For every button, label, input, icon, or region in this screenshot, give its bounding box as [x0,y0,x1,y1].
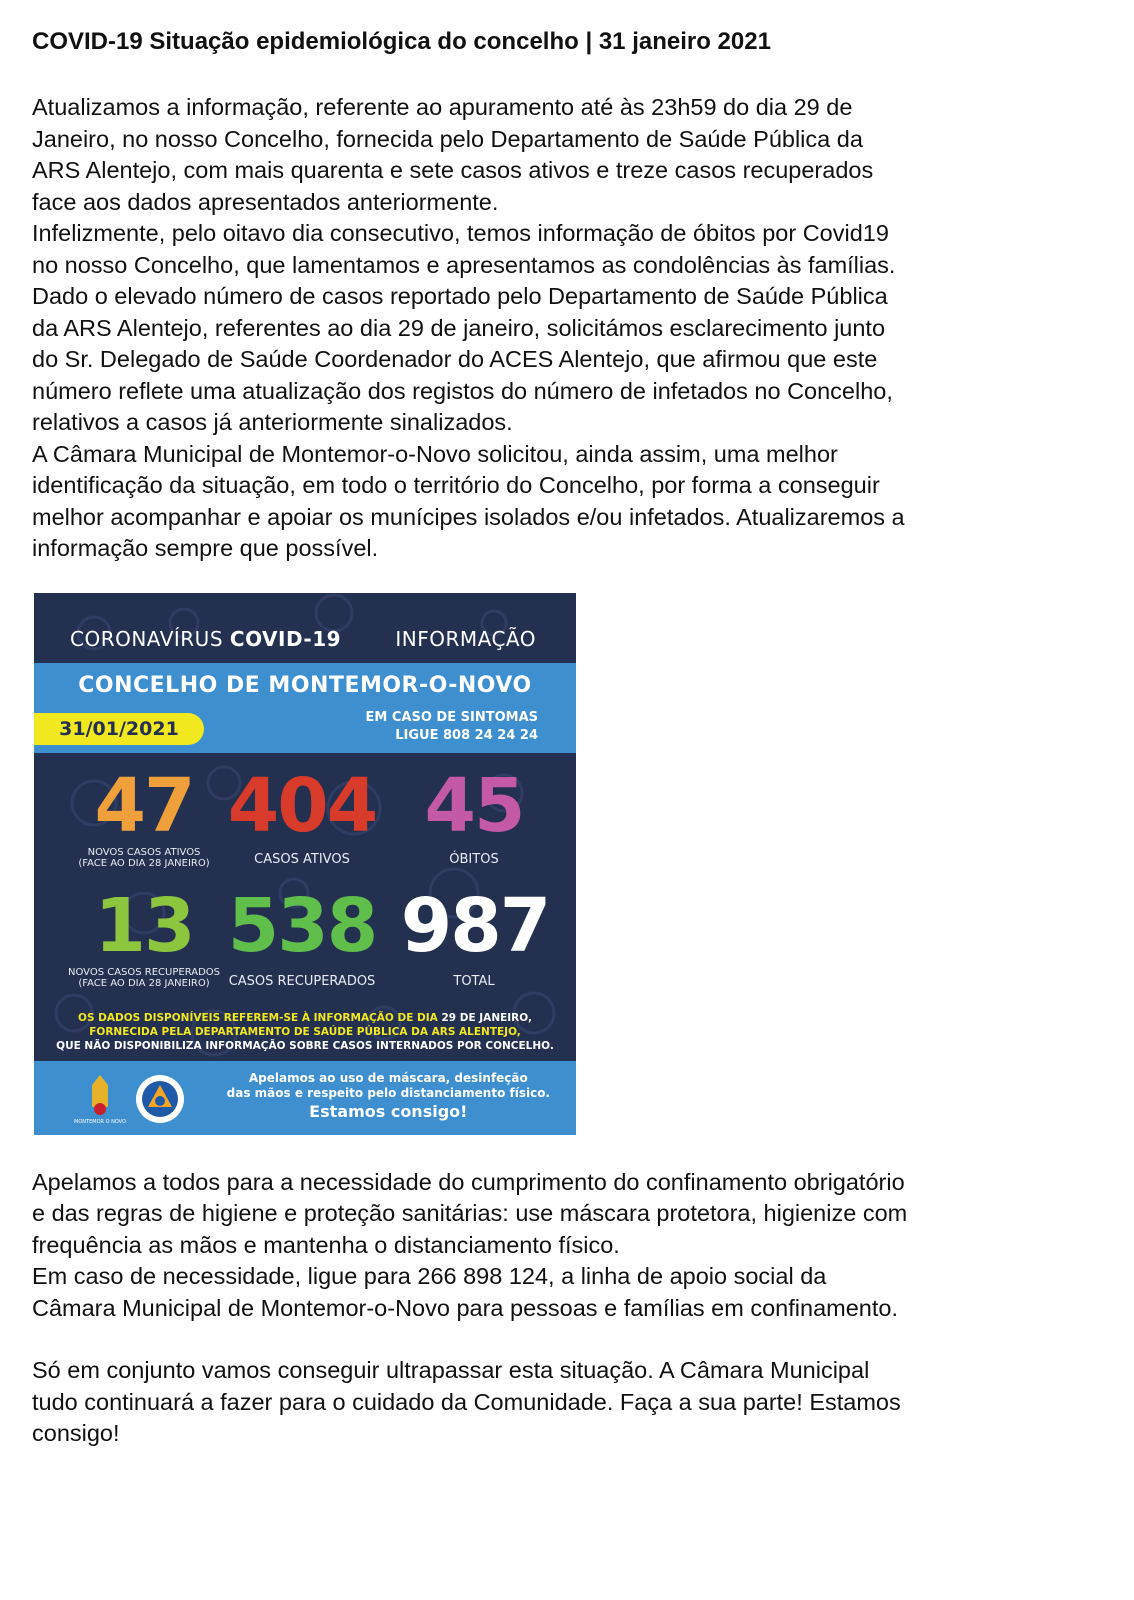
data-source-note [34,1011,576,1053]
text-line: da ARS Alentejo, referentes ao dia 29 de janeiro, solicitámos esclarecimento junto [32,314,886,341]
date-badge: 31/01/2021 [34,713,204,745]
text-line: frequência as mãos e mantenha o distanciamento físico. [32,1231,620,1258]
text-line: do Sr. Delegado de Saúde Coordenador do ACES Alentejo, que afirmou que este [32,346,878,372]
text-line: número reflete uma atualização dos registos do número de infetados no Concelho, [32,377,893,404]
text-line: Janeiro, no nosso Concelho, fornecida pelo Departamento de Saúde Pública da [32,125,863,152]
stat-new-active-label [54,847,234,869]
footer-line: Apelamos ao uso de máscara, desinfeção [248,1070,528,1085]
header-coronavirus [70,627,341,651]
text-line: A Câmara Municipal de Montemor-o-Novo solicitou, ainda assim, uma melhor [32,440,838,467]
concelho-title: CONCELHO DE MONTEMOR-O-NOVO [78,672,532,698]
concelho-band [34,663,576,753]
document-title: COVID-19 Situação epidemiológica do concelho | 31 janeiro 2021 [32,28,771,55]
text-line: Câmara Municipal de Montemor-o-Novo para pessoas e famílias em confinamento. [32,1294,898,1321]
symptoms-phone: LIGUE 808 24 24 24 [395,727,538,743]
stat-new-recovered-value: 13 [94,882,194,969]
infographic-header [34,593,576,663]
stat-recovered-value: 538 [227,882,377,969]
stat-deaths-value: 45 [424,762,524,849]
closing-paragraph-2 [32,1355,1112,1450]
closing-paragraph-1 [32,1167,1112,1325]
text-line: ARS Alentejo, com mais quarenta e sete casos ativos e treze casos recuperados [32,157,874,183]
text-line: face aos dados apresentados anteriormente. [32,188,499,215]
text-line: Em caso de necessidade, ligue para 266 898 124, a linha de apoio social da [32,1263,827,1289]
text-line: no nosso Concelho, que lamentamos e apresentamos as condolências às famílias. [32,251,896,278]
stat-recovered-label: CASOS RECUPERADOS [228,973,376,989]
note-line [34,1011,576,1025]
text-line: relativos a casos já anteriormente sinalizados. [32,409,513,435]
text-line: identificação da situação, em todo o território do Concelho, por forma a conseguir [32,472,880,498]
text-line: Apelamos a todos para a necessidade do cumprimento do confinamento obrigatório [32,1168,905,1195]
covid-infographic [34,593,576,1135]
footer-message [227,1071,550,1123]
stat-total-label: TOTAL [453,973,495,989]
paragraph-gap [32,1324,1112,1355]
infographic-footer [34,1061,576,1135]
text-line: Infelizmente, pelo oitavo dia consecutivo, temos informação de óbitos por Covid19 [32,220,889,246]
header-informacao: INFORMAÇÃO [395,626,536,651]
symptoms-line: EM CASO DE SINTOMAS [365,709,538,725]
header-light-text: CORONAVÍRUS [70,626,230,651]
stat-label-line: NOVOS CASOS RECUPERADOS [67,966,221,978]
text-line: e das regras de higiene e proteção sanitárias: use máscara protetora, higienize com [32,1200,908,1226]
text-line: melhor acompanhar e apoiar os munícipes isolados e/ou infetados. Atualizaremos a [32,503,905,530]
text-line: Atualizamos a informação, referente ao apuramento até às 23h59 do dia 29 de [32,94,853,120]
stat-deaths-label: ÓBITOS [449,851,499,867]
stat-total-value: 987 [400,882,550,969]
stat-label-line: NOVOS CASOS ATIVOS [87,846,201,858]
note-text: OS DADOS DISPONÍVEIS REFEREM-SE À INFORMAÇÃO DE DIA [78,1011,442,1024]
logo-text: MONTEMOR O NOVO [74,1118,126,1125]
document-page [32,26,1112,1450]
stat-new-active-value: 47 [94,762,194,849]
municipality-logo [70,1067,130,1127]
stat-label-subline: (FACE AO DIA 28 JANEIRO) [78,977,210,989]
stat-active-value: 404 [227,762,377,849]
text-line: Só em conjunto vamos conseguir ultrapassar esta situação. A Câmara Municipal [32,1357,870,1383]
footer-slogan: Estamos consigo! [309,1101,468,1121]
note-line: FORNECIDA PELA DEPARTAMENTO DE SAÚDE PÚBLICA DA ARS ALENTEJO, [89,1025,521,1038]
symptoms-notice [366,709,538,745]
footer-line: das mãos e respeito pelo distanciamento físico. [226,1085,550,1100]
stat-active-label: CASOS ATIVOS [254,851,350,867]
text-line: informação sempre que possível. [32,535,379,561]
civil-protection-logo [134,1073,186,1125]
text-line: tudo continuará a fazer para o cuidado da Comunidade. Faça a sua parte! Estamos [32,1388,901,1415]
stat-label-subline: (FACE AO DIA 28 JANEIRO) [78,857,210,869]
note-line: QUE NÃO DISPONIBILIZA INFORMAÇÃO SOBRE CASOS INTERNADOS POR CONCELHO. [56,1039,554,1052]
text-line: Dado o elevado número de casos reportado pelo Departamento de Saúde Pública [32,283,888,309]
header-bold-text: COVID-19 [229,626,342,651]
text-line: consigo! [32,1420,120,1446]
intro-paragraph [32,92,1112,565]
note-date: 29 DE JANEIRO, [441,1011,532,1024]
